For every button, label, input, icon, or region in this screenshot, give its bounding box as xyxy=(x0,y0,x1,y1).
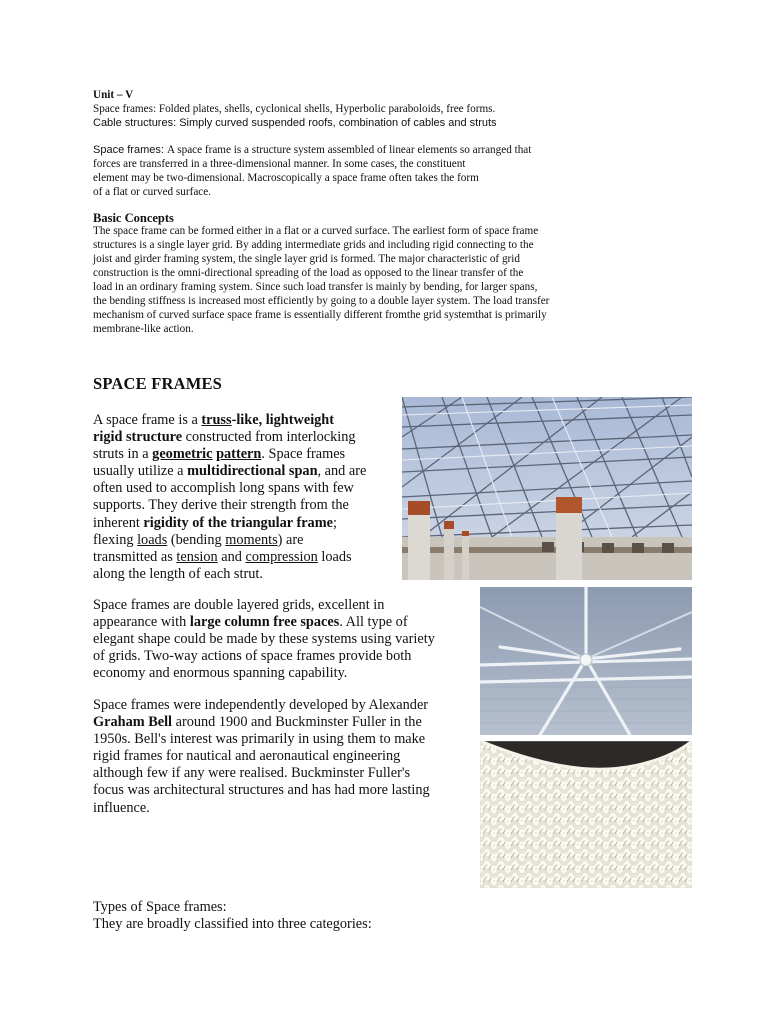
tension-link[interactable]: tension xyxy=(176,548,218,565)
types-line-2: They are broadly classified into three categories: xyxy=(93,916,372,933)
p3-line-7: influence. xyxy=(93,799,150,816)
basic-concepts-title: Basic Concepts xyxy=(93,211,174,225)
p3-line-4: rigid frames for nautical and aeronautical engineering xyxy=(93,748,401,765)
text: (bending xyxy=(167,531,226,548)
p1-line-2 xyxy=(93,429,366,446)
bc-line: construction is the omni-directional spreading of the load as opposed to the linear transfer of the xyxy=(93,267,524,279)
para1 xyxy=(93,412,366,583)
definition-first-line: A space frame is a structure system assembled of linear elements so arranged that xyxy=(166,144,532,156)
unit-title: Unit – V xyxy=(93,89,134,101)
moments-link[interactable]: moments xyxy=(225,531,278,548)
space-frame-roof-photo xyxy=(402,397,692,580)
bc-line: The space frame can be formed either in a flat or a curved surface. The earliest form of space frame xyxy=(93,225,539,237)
p3-line-5: although few if any were realised. Buckminster Fuller's xyxy=(93,765,411,782)
types-block xyxy=(93,899,372,933)
definition-line-2: forces are transferred in a three-dimensional manner. In some cases, the constituent xyxy=(93,158,466,170)
truss-link[interactable]: truss xyxy=(201,412,232,428)
geometric-link[interactable]: geometric xyxy=(152,446,213,463)
text: usually utilize a xyxy=(93,463,188,480)
basic-concepts-body xyxy=(93,224,549,336)
text: and xyxy=(217,548,246,565)
space-frame-node-photo xyxy=(480,587,692,735)
definition-prefix: Space frames: xyxy=(93,144,167,156)
text: . All type of xyxy=(339,614,408,631)
compression-link[interactable]: compression xyxy=(245,548,318,565)
text: A space frame is a xyxy=(93,412,202,428)
text: inherent xyxy=(93,514,144,531)
p1-line-3 xyxy=(93,446,366,463)
text: loads xyxy=(317,548,352,565)
p1-line-4 xyxy=(93,463,366,480)
bold-text: large column free spaces xyxy=(189,614,340,631)
p3-line-3: 1950s. Bell's interest was primarily in using them to make xyxy=(93,731,426,748)
para2 xyxy=(93,597,435,682)
bold-text: Graham Bell xyxy=(93,714,173,731)
bc-line: joist and girder framing system, the single layer grid is formed. The major characteristic of grid xyxy=(93,253,520,265)
p2-line-5: economy and enormous spanning capability. xyxy=(93,665,348,682)
definition-block xyxy=(93,143,531,199)
curved-lattice-photo xyxy=(480,741,692,888)
p2-line-2 xyxy=(93,614,435,631)
pattern-link[interactable]: pattern xyxy=(216,446,262,463)
p3-line-2 xyxy=(93,714,430,731)
definition-line-3: element may be two-dimensional. Macroscopically a space frame often takes the form xyxy=(93,172,479,184)
bc-line: membrane-like action. xyxy=(93,323,194,335)
p3-line-6: focus was architectural structures and has had more lasting xyxy=(93,782,430,799)
p1-line-10: along the length of each strut. xyxy=(93,565,263,582)
text: ) are xyxy=(277,531,304,548)
text: -like, lightweight xyxy=(231,412,335,428)
bold-text: rigid structure xyxy=(93,429,183,446)
text: around 1900 and Buckminster Fuller in the xyxy=(172,714,422,731)
p2-line-4: of grids. Two-way actions of space frames provide both xyxy=(93,648,412,665)
loads-link[interactable]: loads xyxy=(137,531,168,548)
definition-line-4: of a flat or curved surface. xyxy=(93,186,212,198)
text: . Space frames xyxy=(261,446,346,463)
unit-line-1: Space frames: Folded plates, shells, cyclonical shells, Hyperbolic paraboloids, free forms. xyxy=(93,103,496,115)
definition-line-1 xyxy=(93,143,531,157)
unit-line-2: Cable structures: Simply curved suspended roofs, combination of cables and struts xyxy=(93,117,497,129)
bold-text: rigidity of the triangular frame xyxy=(143,514,333,531)
space-frame-node-image xyxy=(480,587,692,735)
p1-line-8 xyxy=(93,532,366,549)
space-frame-roof-image xyxy=(402,397,692,580)
text: ; xyxy=(332,514,337,531)
p3-line-1: Space frames were independently developed by Alexander xyxy=(93,697,429,713)
p2-line-1: Space frames are double layered grids, excellent in xyxy=(93,597,385,613)
p1-line-1 xyxy=(93,412,366,429)
p1-line-7 xyxy=(93,515,366,532)
bc-line: structures is a single layer grid. By adding intermediate grids and including rigid connecting to the xyxy=(93,239,534,251)
text: , and are xyxy=(317,463,367,480)
bc-line: load in an ordinary framing system. Since such load transfer is mainly by bending, for larger spans, xyxy=(93,281,538,293)
bc-line: the bending stiffness is increased most efficiently by going to a double layer system. The load transfer xyxy=(93,295,550,307)
curved-lattice-image xyxy=(480,741,692,888)
text: transmitted as xyxy=(93,548,177,565)
text: struts in a xyxy=(93,446,153,463)
p1-line-9 xyxy=(93,549,366,566)
text: flexing xyxy=(93,531,138,548)
unit-block xyxy=(93,88,497,130)
types-line-1: Types of Space frames: xyxy=(93,899,227,915)
text: constructed from interlocking xyxy=(182,429,356,446)
bc-line: mechanism of curved surface space frame is essentially different fromthe grid systemthat is primarily xyxy=(93,309,547,321)
p2-line-3: elegant shape could be made by these systems using variety xyxy=(93,631,435,648)
p1-line-6: supports. They derive their strength from the xyxy=(93,497,349,514)
text: appearance with xyxy=(93,614,190,631)
section-heading: SPACE FRAMES xyxy=(93,374,223,393)
p1-line-5: often used to accomplish long spans with few xyxy=(93,480,354,497)
para3 xyxy=(93,697,430,817)
bold-text: multidirectional span xyxy=(187,463,318,480)
